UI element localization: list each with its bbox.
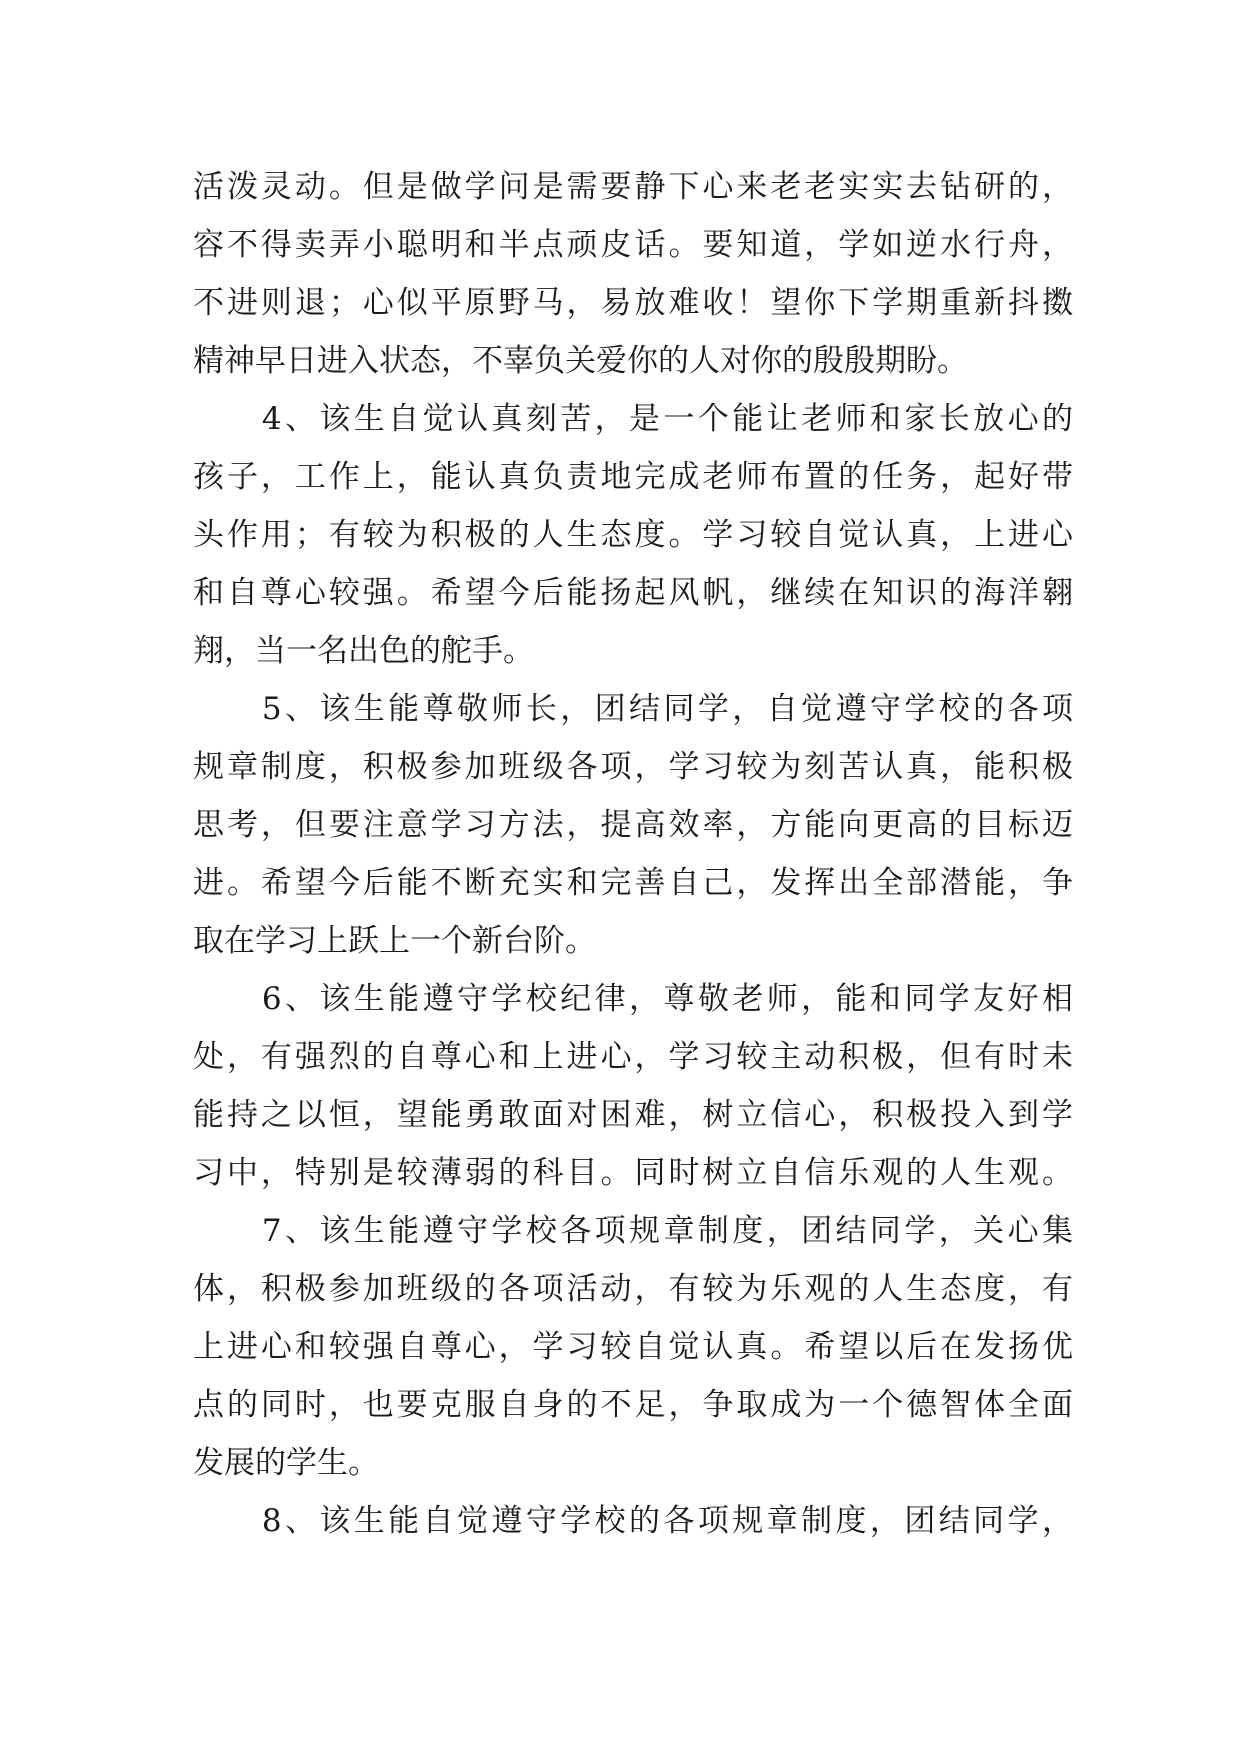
text-line: 精神早日进入状态，不辜负关爱你的人对你的殷殷期盼。 [193,343,968,379]
text-line: 进。希望今后能不断充实和完善自己，发挥出全部潜能，争 [193,865,1073,901]
text-line: 6、该生能遵守学校纪律，尊敬老师，能和同学友好相 [193,981,1073,1017]
text-line: 7、该生能遵守学校各项规章制度，团结同学，关心集 [193,1213,1073,1249]
text-line: 思考，但要注意学习方法，提高效率，方能向更高的目标迈 [193,807,1073,843]
document-body [193,158,1073,1550]
text-line: 容不得卖弄小聪明和半点顽皮话。要知道，学如逆水行舟， [193,227,1073,263]
text-line: 处，有强烈的自尊心和上进心，学习较主动积极，但有时未 [193,1039,1073,1075]
text-line: 取在学习上跃上一个新台阶。 [193,923,596,959]
text-line: 体，积极参加班级的各项活动，有较为乐观的人生态度，有 [193,1271,1073,1307]
text-line: 头作用；有较为积极的人生态度。学习较自觉认真，上进心 [193,517,1073,553]
text-line: 活泼灵动。但是做学问是需要静下心来老老实实去钻研的， [193,169,1073,205]
text-line: 8、该生能自觉遵守学校的各项规章制度，团结同学， [193,1503,1073,1539]
text-line: 能持之以恒，望能勇敢面对困难，树立信心，积极投入到学 [193,1097,1073,1133]
paragraph-5 [193,680,1073,970]
text-line: 5、该生能尊敬师长，团结同学，自觉遵守学校的各项 [193,691,1073,727]
paragraph-7 [193,1202,1073,1492]
text-line: 和自尊心较强。希望今后能扬起风帆，继续在知识的海洋翱 [193,575,1073,611]
paragraph-8 [193,1492,1073,1550]
text-line: 习中，特别是较薄弱的科目。同时树立自信乐观的人生观。 [193,1155,1073,1191]
paragraph-6 [193,970,1073,1202]
text-line: 孩子，工作上，能认真负责地完成老师布置的任务，起好带 [193,459,1073,495]
paragraph-3-continued [193,158,1073,390]
text-line: 发展的学生。 [193,1445,379,1481]
text-line: 规章制度，积极参加班级各项，学习较为刻苦认真，能积极 [193,749,1073,785]
paragraph-4 [193,390,1073,680]
text-line: 点的同时，也要克服自身的不足，争取成为一个德智体全面 [193,1387,1073,1423]
text-line: 4、该生自觉认真刻苦，是一个能让老师和家长放心的 [193,401,1073,437]
text-line: 不进则退；心似平原野马，易放难收！望你下学期重新抖擞 [193,285,1073,321]
text-line: 上进心和较强自尊心，学习较自觉认真。希望以后在发扬优 [193,1329,1073,1365]
text-line: 翔，当一名出色的舵手。 [193,633,534,669]
